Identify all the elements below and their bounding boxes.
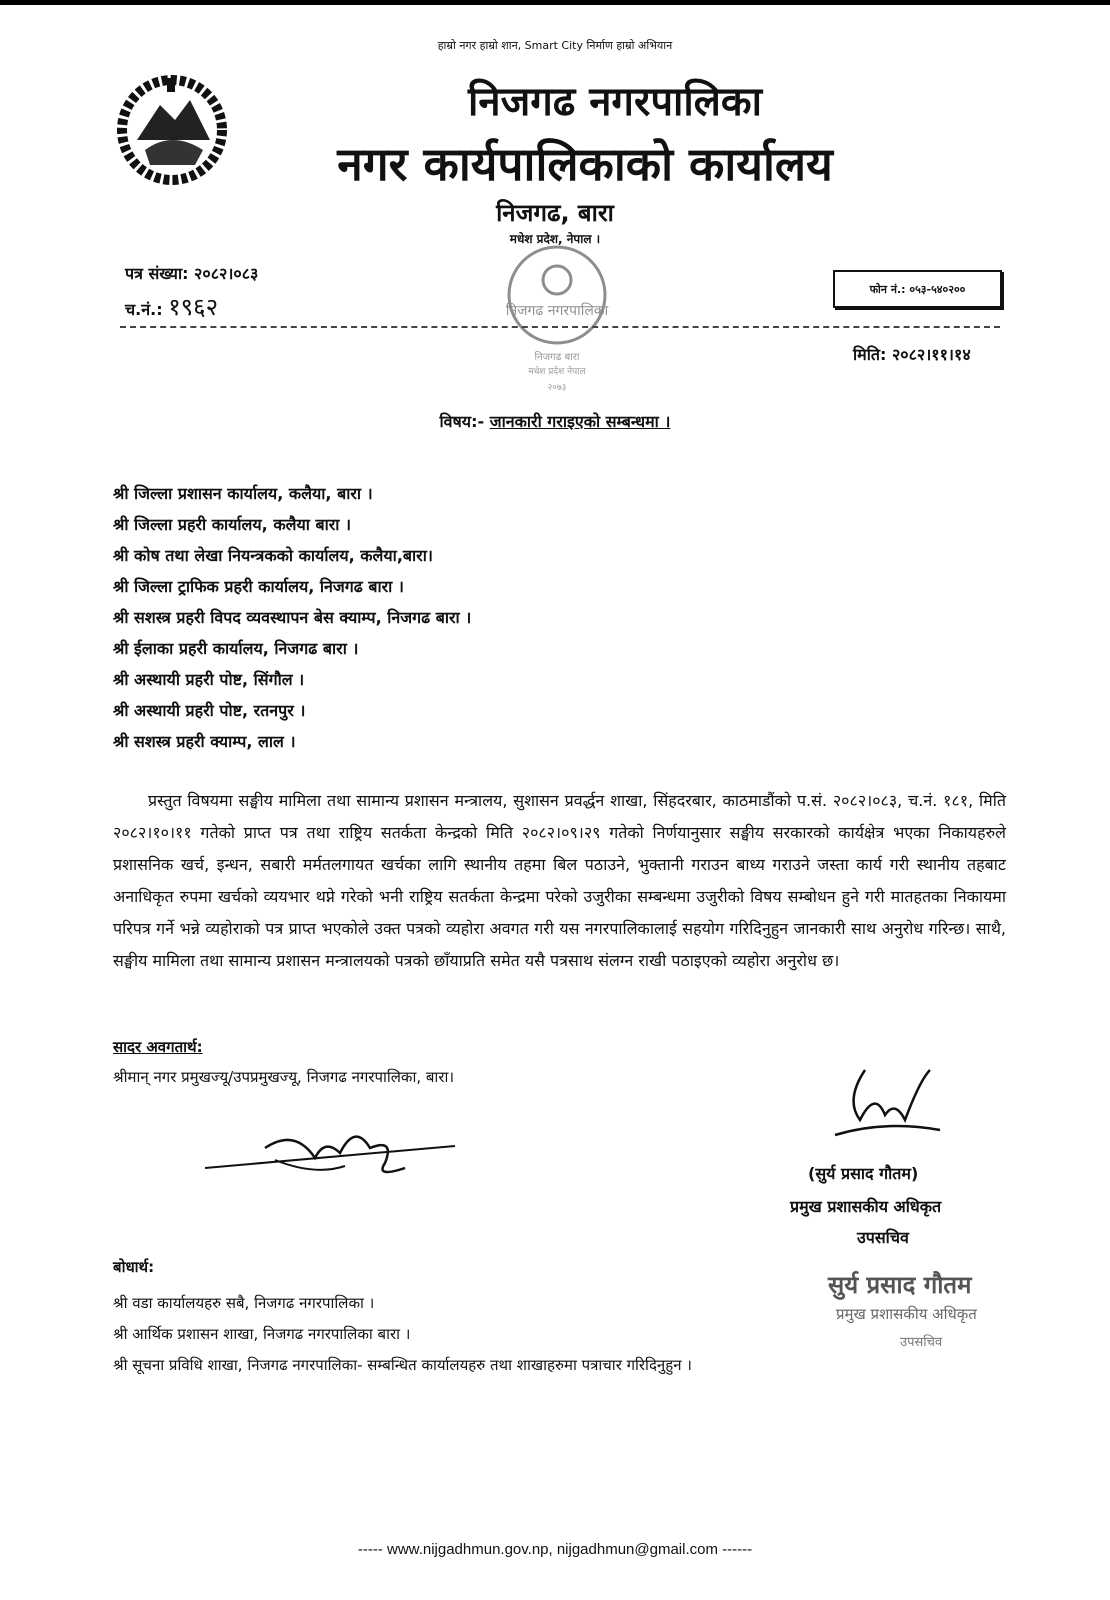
name-seal-rank: उपसचिव xyxy=(900,1335,943,1350)
letter-number: पत्र संख्या: २०८२।०८३ xyxy=(125,264,259,283)
phone-number-box: फोन नं.: ०५३-५४०२०० xyxy=(833,270,1002,308)
recipient-item: श्री सशस्त्र प्रहरी विपद व्यवस्थापन बेस क्याम्प, निजगढ बारा । xyxy=(113,608,472,627)
left-signature-icon xyxy=(205,1118,465,1193)
svg-text:२०७३: २०७३ xyxy=(547,383,567,393)
recipient-item: श्री ईलाका प्रहरी कार्यालय, निजगढ बारा । xyxy=(113,639,359,658)
municipality-name: निजगढ नगरपालिका xyxy=(468,79,762,125)
name-seal-post: प्रमुख प्रशासकीय अधिकृत xyxy=(836,1305,977,1323)
slogan: हाम्रो नगर हाम्रो शान, Smart City निर्माण हाम्रो अभियान xyxy=(437,39,673,52)
info-heading: बोधार्थ: xyxy=(113,1258,155,1276)
recipient-item: श्री अस्थायी प्रहरी पोष्ट, सिंगौल । xyxy=(113,670,305,689)
letter-body: प्रस्तुत विषयमा सङ्घीय मामिला तथा सामान्य प्रशासन मन्त्रालय, सुशासन प्रवर्द्धन शाखा, सिंहदरबार, काठमाडौंको प.सं. २०८२।०८३, च.नं. १८१, मिति २०८२।१०।११ गतेको प्राप्त पत्र तथा राष्ट्रिय सतर्कता केन्द्रको मिति २०८२।०९।२९ गतेको निर्णयानुसार सङ्घीय सरकारको कार्यक्षेत्र भएका निकायहरुले प्रशासनिक खर्च, इन्धन, सबारी मर्मतलगायत खर्चका लागि स्थानीय तहमा बिल पठाउने, भुक्तानी गराउन बाध्य गराउने जस्ता कार्य गरी स्थानीय तहबाट अनाधिकृत रुपमा खर्चको व्ययभार थप्ने गरेको भनी राष्ट्रिय सतर्कता केन्द्रमा परेको उजुरीका सम्बन्धमा उजुरीको विषय सम्बोधन हुने गरी मातहतका निकायमा परिपत्र गर्ने भन्ने व्यहोराको पत्र प्राप्त भएकोले उक्त पत्रको व्यहोरा अवगत गरी यस नगरपालिकालाई सहयोग गरिदिनुहुन जानकारी साथ अनुरोध गरिन्छ। साथै, सङ्घीय मामिला तथा सामान्य प्रशासन मन्त्रालयको पत्रको छाँयाप्रति समेत यसै पत्रसाथ संलग्न राखी पठाइएको व्यहोरा अनुरोध छ। xyxy=(113,791,1006,970)
recipient-item: श्री कोष तथा लेखा नियन्त्रकको कार्यालय, कलैया,बारा। xyxy=(113,546,433,565)
svg-text:निजगढ नगरपालिका: निजगढ नगरपालिका xyxy=(505,303,609,319)
dispatch-number-value: १९६२ xyxy=(168,293,219,321)
top-border xyxy=(0,0,1110,5)
header-divider xyxy=(120,326,1000,328)
dispatch-number-label: च.नं.: xyxy=(125,300,163,319)
office-name: नगर कार्यपालिकाको कार्यालय xyxy=(337,137,833,191)
subject-label: विषय:- xyxy=(439,412,485,431)
svg-text:निजगढ बारा: निजगढ बारा xyxy=(534,352,580,363)
name-seal-name: सुर्य प्रसाद गौतम xyxy=(828,1271,972,1299)
subject-text: जानकारी गराइएको सम्बन्धमा । xyxy=(489,412,671,431)
office-stamp-icon xyxy=(472,240,642,400)
signatory-post: प्रमुख प्रशासकीय अधिकृत xyxy=(790,1197,942,1216)
right-signature-icon xyxy=(825,1060,945,1160)
info-item: श्री सूचना प्रविधि शाखा, निजगढ नगरपालिका- सम्बन्धित कार्यालयहरु तथा शाखाहरुमा पत्राचार गरिदिनुहुन । xyxy=(113,1356,692,1374)
recipient-item: श्री जिल्ला प्रहरी कार्यालय, कलैया बारा । xyxy=(113,515,352,534)
svg-text:मधेश प्रदेश नेपाल: मधेश प्रदेश नेपाल xyxy=(528,367,586,377)
info-item: श्री वडा कार्यालयहरु सबै, निजगढ नगरपालिका । xyxy=(113,1294,375,1312)
dispatch-number xyxy=(125,290,218,323)
signatory-name: (सुर्य प्रसाद गौतम) xyxy=(808,1164,919,1183)
recipient-item: श्री सशस्त्र प्रहरी क्याम्प, लाल । xyxy=(113,732,296,751)
letter-date: मिति: २०८२।११।१४ xyxy=(853,345,971,364)
recipient-item: श्री अस्थायी प्रहरी पोष्ट, रतनपुर । xyxy=(113,701,306,720)
cc-heading: सादर अवगतार्थ: xyxy=(113,1038,203,1056)
info-item: श्री आर्थिक प्रशासन शाखा, निजगढ नगरपालिका बारा । xyxy=(113,1325,411,1343)
info-list xyxy=(113,1288,692,1381)
footer-contact: ----- www.nijgadhmun.gov.np, nijgadhmun@gmail.com ------ xyxy=(357,1541,753,1558)
recipient-item: श्री जिल्ला प्रशासन कार्यालय, कलैया, बारा । xyxy=(113,484,373,503)
recipient-list xyxy=(113,478,471,757)
recipient-item: श्री जिल्ला ट्राफिक प्रहरी कार्यालय, निजगढ बारा । xyxy=(113,577,404,596)
signatory-rank: उपसचिव xyxy=(857,1228,909,1247)
office-location: निजगढ, बारा xyxy=(496,199,614,227)
subject-line xyxy=(0,410,1110,432)
office-province: मधेश प्रदेश, नेपाल । xyxy=(509,232,601,246)
cc-item: श्रीमान् नगर प्रमुखज्यू/उपप्रमुखज्यू, निजगढ नगरपालिका, बारा। xyxy=(113,1068,455,1086)
